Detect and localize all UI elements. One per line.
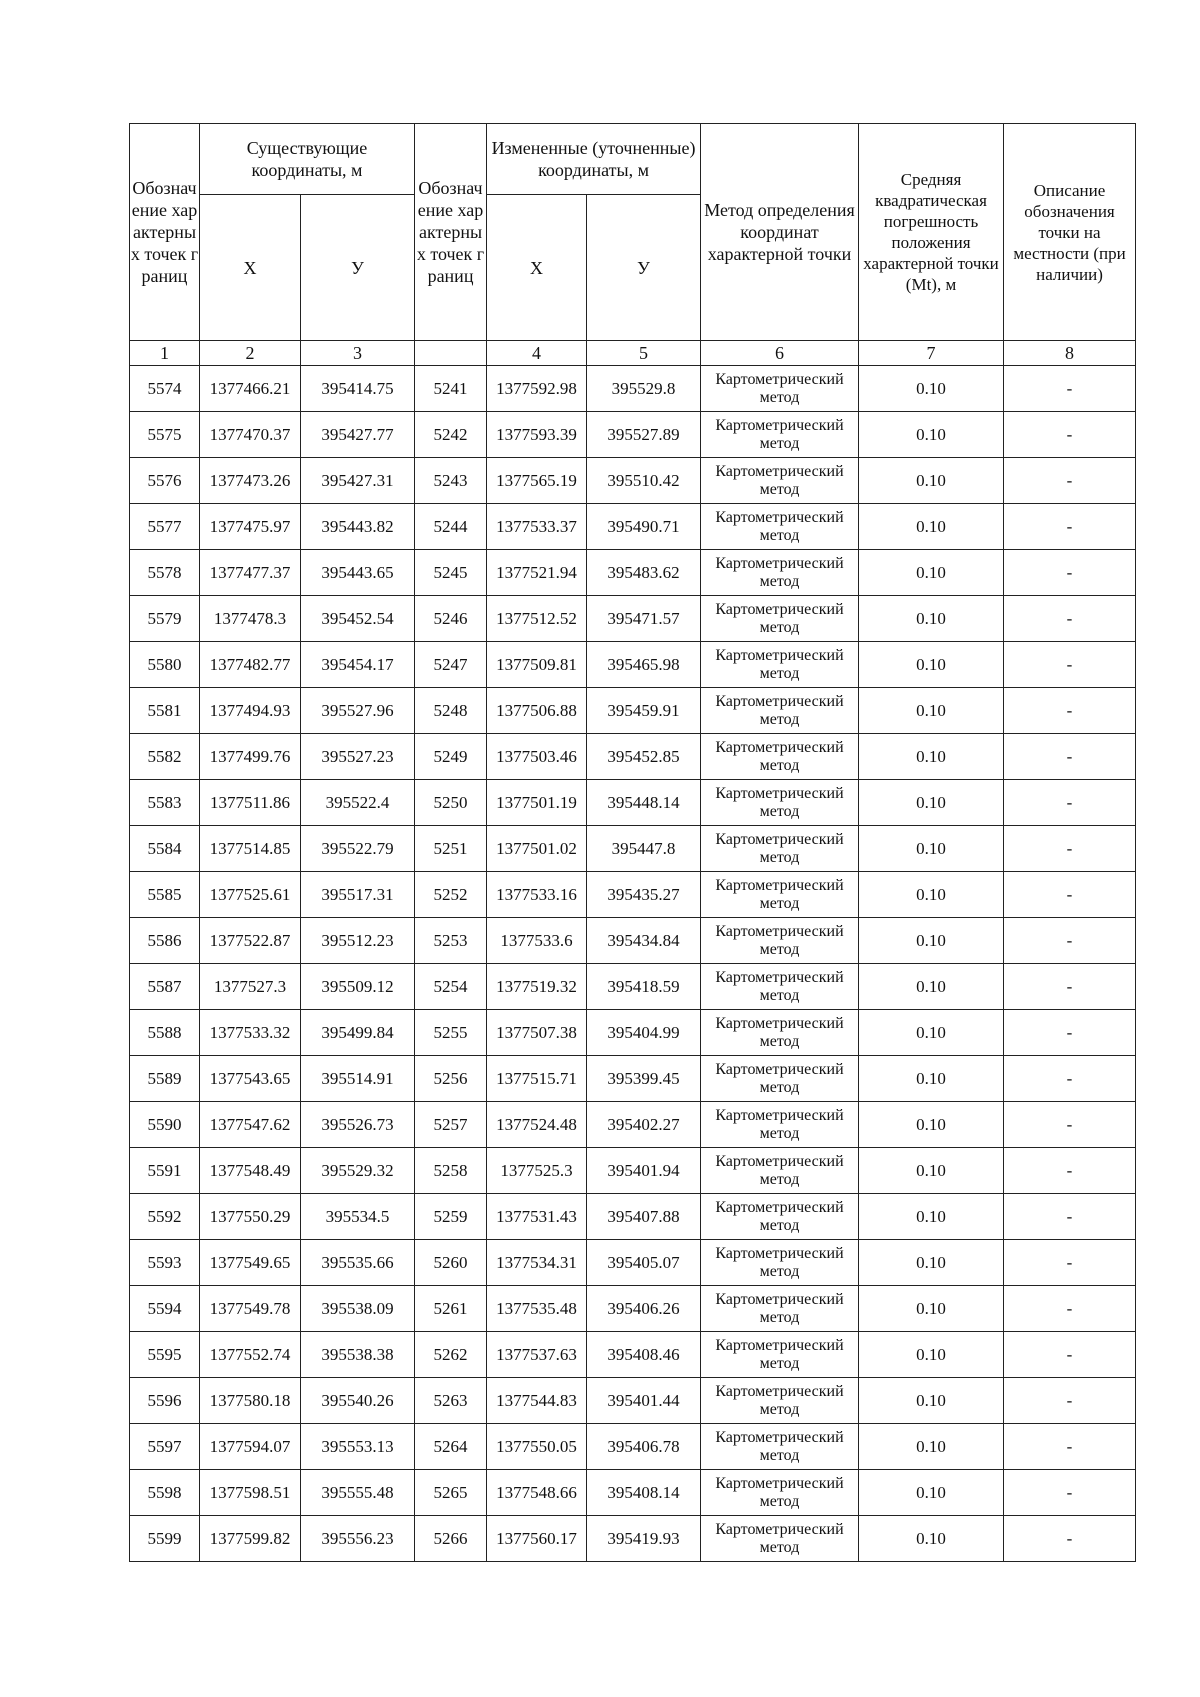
- existing-y-cell: 395499.84: [301, 1010, 415, 1056]
- changed-y-cell: 395408.46: [587, 1332, 701, 1378]
- description-cell: -: [1004, 872, 1136, 918]
- table-row: [130, 734, 1136, 780]
- changed-y-cell: 395465.98: [587, 642, 701, 688]
- existing-x-cell: 1377550.29: [200, 1194, 301, 1240]
- table-row: [130, 1516, 1136, 1562]
- description-cell: -: [1004, 1240, 1136, 1286]
- table-row: [130, 1194, 1136, 1240]
- table-row: [130, 1470, 1136, 1516]
- new-point-id-cell: 5242: [415, 412, 487, 458]
- method-cell: Картометрический метод: [701, 1102, 859, 1148]
- description-cell: -: [1004, 412, 1136, 458]
- existing-x-cell: 1377527.3: [200, 964, 301, 1010]
- changed-x-cell: 1377507.38: [487, 1010, 587, 1056]
- point-id-cell: 5577: [130, 504, 200, 550]
- changed-x-cell: 1377534.31: [487, 1240, 587, 1286]
- point-id-cell: 5582: [130, 734, 200, 780]
- existing-x-cell: 1377547.62: [200, 1102, 301, 1148]
- existing-x-cell: 1377549.78: [200, 1286, 301, 1332]
- changed-x-cell: 1377531.43: [487, 1194, 587, 1240]
- changed-y-cell: 395406.26: [587, 1286, 701, 1332]
- description-cell: -: [1004, 826, 1136, 872]
- description-cell: -: [1004, 1010, 1136, 1056]
- existing-y-cell: 395512.23: [301, 918, 415, 964]
- column-number-cell: 5: [587, 341, 701, 366]
- mean-error-cell: 0.10: [859, 918, 1004, 964]
- existing-x-cell: 1377499.76: [200, 734, 301, 780]
- point-id-cell: 5599: [130, 1516, 200, 1562]
- mean-error-cell: 0.10: [859, 734, 1004, 780]
- existing-x-cell: 1377525.61: [200, 872, 301, 918]
- mean-error-cell: 0.10: [859, 1424, 1004, 1470]
- new-point-id-cell: 5257: [415, 1102, 487, 1148]
- new-point-id-cell: 5245: [415, 550, 487, 596]
- changed-x-cell: 1377537.63: [487, 1332, 587, 1378]
- mean-error-cell: 0.10: [859, 964, 1004, 1010]
- changed-y-cell: 395490.71: [587, 504, 701, 550]
- header-method: Метод определения координат характерной точки: [701, 124, 859, 341]
- description-cell: -: [1004, 688, 1136, 734]
- changed-x-cell: 1377592.98: [487, 366, 587, 412]
- existing-x-cell: 1377473.26: [200, 458, 301, 504]
- table-row: [130, 1010, 1136, 1056]
- changed-y-cell: 395434.84: [587, 918, 701, 964]
- method-cell: Картометрический метод: [701, 412, 859, 458]
- existing-x-cell: 1377533.32: [200, 1010, 301, 1056]
- mean-error-cell: 0.10: [859, 1148, 1004, 1194]
- changed-x-cell: 1377519.32: [487, 964, 587, 1010]
- point-id-cell: 5587: [130, 964, 200, 1010]
- changed-y-cell: 395459.91: [587, 688, 701, 734]
- mean-error-cell: 0.10: [859, 1470, 1004, 1516]
- column-number-cell: 7: [859, 341, 1004, 366]
- point-id-cell: 5598: [130, 1470, 200, 1516]
- changed-y-cell: 395399.45: [587, 1056, 701, 1102]
- header-existing-coordinates: Существующие координаты, м: [200, 124, 415, 195]
- method-cell: Картометрический метод: [701, 826, 859, 872]
- mean-error-cell: 0.10: [859, 688, 1004, 734]
- method-cell: Картометрический метод: [701, 1516, 859, 1562]
- changed-y-cell: 395406.78: [587, 1424, 701, 1470]
- changed-x-cell: 1377525.3: [487, 1148, 587, 1194]
- table-body: [130, 366, 1136, 1562]
- point-id-cell: 5583: [130, 780, 200, 826]
- description-cell: -: [1004, 1102, 1136, 1148]
- existing-y-cell: 395527.96: [301, 688, 415, 734]
- existing-y-cell: 395522.4: [301, 780, 415, 826]
- table-row: [130, 412, 1136, 458]
- existing-x-cell: 1377594.07: [200, 1424, 301, 1470]
- changed-x-cell: 1377533.6: [487, 918, 587, 964]
- point-id-cell: 5590: [130, 1102, 200, 1148]
- point-id-cell: 5596: [130, 1378, 200, 1424]
- changed-x-cell: 1377565.19: [487, 458, 587, 504]
- mean-error-cell: 0.10: [859, 596, 1004, 642]
- existing-y-cell: 395535.66: [301, 1240, 415, 1286]
- mean-error-cell: 0.10: [859, 780, 1004, 826]
- changed-x-cell: 1377560.17: [487, 1516, 587, 1562]
- table-row: [130, 1332, 1136, 1378]
- method-cell: Картометрический метод: [701, 1332, 859, 1378]
- description-cell: -: [1004, 1424, 1136, 1470]
- changed-y-cell: 395448.14: [587, 780, 701, 826]
- table-row: [130, 1056, 1136, 1102]
- new-point-id-cell: 5262: [415, 1332, 487, 1378]
- existing-y-cell: 395555.48: [301, 1470, 415, 1516]
- table-row: [130, 918, 1136, 964]
- existing-x-cell: 1377475.97: [200, 504, 301, 550]
- changed-y-cell: 395447.8: [587, 826, 701, 872]
- changed-y-cell: 395408.14: [587, 1470, 701, 1516]
- changed-x-cell: 1377548.66: [487, 1470, 587, 1516]
- changed-y-cell: 395404.99: [587, 1010, 701, 1056]
- header-existing-x: Х: [200, 195, 301, 341]
- method-cell: Картометрический метод: [701, 1194, 859, 1240]
- table-row: [130, 1286, 1136, 1332]
- header-changed-coordinates: Измененные (уточненные) координаты, м: [487, 124, 701, 195]
- description-cell: -: [1004, 1378, 1136, 1424]
- existing-y-cell: 395443.82: [301, 504, 415, 550]
- description-cell: -: [1004, 596, 1136, 642]
- column-number-cell: 1: [130, 341, 200, 366]
- mean-error-cell: 0.10: [859, 1240, 1004, 1286]
- mean-error-cell: 0.10: [859, 1194, 1004, 1240]
- table-row: [130, 1148, 1136, 1194]
- existing-x-cell: 1377543.65: [200, 1056, 301, 1102]
- point-id-cell: 5591: [130, 1148, 200, 1194]
- table-header: [130, 124, 1136, 366]
- mean-error-cell: 0.10: [859, 504, 1004, 550]
- column-number-cell: 2: [200, 341, 301, 366]
- mean-error-cell: 0.10: [859, 550, 1004, 596]
- changed-x-cell: 1377533.37: [487, 504, 587, 550]
- changed-x-cell: 1377506.88: [487, 688, 587, 734]
- changed-x-cell: 1377501.02: [487, 826, 587, 872]
- existing-x-cell: 1377514.85: [200, 826, 301, 872]
- existing-x-cell: 1377522.87: [200, 918, 301, 964]
- description-cell: -: [1004, 734, 1136, 780]
- existing-y-cell: 395454.17: [301, 642, 415, 688]
- description-cell: -: [1004, 458, 1136, 504]
- point-id-cell: 5594: [130, 1286, 200, 1332]
- mean-error-cell: 0.10: [859, 458, 1004, 504]
- method-cell: Картометрический метод: [701, 1378, 859, 1424]
- changed-x-cell: 1377593.39: [487, 412, 587, 458]
- existing-y-cell: 395526.73: [301, 1102, 415, 1148]
- new-point-id-cell: 5249: [415, 734, 487, 780]
- changed-y-cell: 395452.85: [587, 734, 701, 780]
- method-cell: Картометрический метод: [701, 1056, 859, 1102]
- method-cell: Картометрический метод: [701, 734, 859, 780]
- changed-x-cell: 1377503.46: [487, 734, 587, 780]
- new-point-id-cell: 5266: [415, 1516, 487, 1562]
- existing-x-cell: 1377477.37: [200, 550, 301, 596]
- table-row: [130, 780, 1136, 826]
- changed-y-cell: 395527.89: [587, 412, 701, 458]
- method-cell: Картометрический метод: [701, 1424, 859, 1470]
- table-row: [130, 596, 1136, 642]
- method-cell: Картометрический метод: [701, 504, 859, 550]
- existing-x-cell: 1377598.51: [200, 1470, 301, 1516]
- method-cell: Картометрический метод: [701, 366, 859, 412]
- description-cell: -: [1004, 1470, 1136, 1516]
- description-cell: -: [1004, 918, 1136, 964]
- existing-x-cell: 1377549.65: [200, 1240, 301, 1286]
- existing-x-cell: 1377494.93: [200, 688, 301, 734]
- mean-error-cell: 0.10: [859, 642, 1004, 688]
- changed-y-cell: 395401.94: [587, 1148, 701, 1194]
- new-point-id-cell: 5248: [415, 688, 487, 734]
- mean-error-cell: 0.10: [859, 1516, 1004, 1562]
- changed-y-cell: 395407.88: [587, 1194, 701, 1240]
- point-id-cell: 5589: [130, 1056, 200, 1102]
- new-point-id-cell: 5265: [415, 1470, 487, 1516]
- mean-error-cell: 0.10: [859, 366, 1004, 412]
- header-point-designation: Обозначение характерных точек границ: [130, 124, 200, 341]
- point-id-cell: 5579: [130, 596, 200, 642]
- header-description: Описание обозначения точки на местности (при наличии): [1004, 124, 1136, 341]
- method-cell: Картометрический метод: [701, 1240, 859, 1286]
- description-cell: -: [1004, 1056, 1136, 1102]
- mean-error-cell: 0.10: [859, 1378, 1004, 1424]
- table-row: [130, 1424, 1136, 1470]
- method-cell: Картометрический метод: [701, 1286, 859, 1332]
- point-id-cell: 5593: [130, 1240, 200, 1286]
- table-row: [130, 872, 1136, 918]
- point-id-cell: 5578: [130, 550, 200, 596]
- existing-x-cell: 1377548.49: [200, 1148, 301, 1194]
- description-cell: -: [1004, 1148, 1136, 1194]
- new-point-id-cell: 5243: [415, 458, 487, 504]
- method-cell: Картометрический метод: [701, 918, 859, 964]
- changed-y-cell: 395510.42: [587, 458, 701, 504]
- method-cell: Картометрический метод: [701, 872, 859, 918]
- coordinates-table: [129, 123, 1136, 1562]
- column-number-cell: 8: [1004, 341, 1136, 366]
- existing-y-cell: 395534.5: [301, 1194, 415, 1240]
- method-cell: Картометрический метод: [701, 550, 859, 596]
- new-point-id-cell: 5256: [415, 1056, 487, 1102]
- existing-y-cell: 395509.12: [301, 964, 415, 1010]
- new-point-id-cell: 5255: [415, 1010, 487, 1056]
- new-point-id-cell: 5246: [415, 596, 487, 642]
- point-id-cell: 5574: [130, 366, 200, 412]
- point-id-cell: 5581: [130, 688, 200, 734]
- method-cell: Картометрический метод: [701, 1010, 859, 1056]
- description-cell: -: [1004, 964, 1136, 1010]
- changed-y-cell: 395471.57: [587, 596, 701, 642]
- point-id-cell: 5592: [130, 1194, 200, 1240]
- changed-y-cell: 395529.8: [587, 366, 701, 412]
- header-changed-y: У: [587, 195, 701, 341]
- description-cell: -: [1004, 1194, 1136, 1240]
- existing-y-cell: 395414.75: [301, 366, 415, 412]
- table-row: [130, 1102, 1136, 1148]
- changed-x-cell: 1377515.71: [487, 1056, 587, 1102]
- description-cell: -: [1004, 366, 1136, 412]
- changed-y-cell: 395418.59: [587, 964, 701, 1010]
- point-id-cell: 5575: [130, 412, 200, 458]
- existing-y-cell: 395427.31: [301, 458, 415, 504]
- method-cell: Картометрический метод: [701, 964, 859, 1010]
- changed-y-cell: 395405.07: [587, 1240, 701, 1286]
- existing-x-cell: 1377552.74: [200, 1332, 301, 1378]
- changed-x-cell: 1377535.48: [487, 1286, 587, 1332]
- existing-x-cell: 1377511.86: [200, 780, 301, 826]
- existing-y-cell: 395538.09: [301, 1286, 415, 1332]
- existing-x-cell: 1377478.3: [200, 596, 301, 642]
- table-row: [130, 1240, 1136, 1286]
- description-cell: -: [1004, 504, 1136, 550]
- table-row: [130, 642, 1136, 688]
- existing-y-cell: 395522.79: [301, 826, 415, 872]
- changed-x-cell: 1377501.19: [487, 780, 587, 826]
- new-point-id-cell: 5241: [415, 366, 487, 412]
- description-cell: -: [1004, 1516, 1136, 1562]
- changed-x-cell: 1377512.52: [487, 596, 587, 642]
- changed-y-cell: 395483.62: [587, 550, 701, 596]
- existing-y-cell: 395556.23: [301, 1516, 415, 1562]
- table-row: [130, 458, 1136, 504]
- existing-x-cell: 1377466.21: [200, 366, 301, 412]
- new-point-id-cell: 5258: [415, 1148, 487, 1194]
- new-point-id-cell: 5263: [415, 1378, 487, 1424]
- description-cell: -: [1004, 1286, 1136, 1332]
- mean-error-cell: 0.10: [859, 826, 1004, 872]
- table-row: [130, 964, 1136, 1010]
- new-point-id-cell: 5250: [415, 780, 487, 826]
- table-row: [130, 366, 1136, 412]
- existing-y-cell: 395527.23: [301, 734, 415, 780]
- existing-y-cell: 395553.13: [301, 1424, 415, 1470]
- existing-y-cell: 395443.65: [301, 550, 415, 596]
- header-point-designation-2: Обозначение характерных точек границ: [415, 124, 487, 341]
- existing-x-cell: 1377470.37: [200, 412, 301, 458]
- existing-y-cell: 395540.26: [301, 1378, 415, 1424]
- description-cell: -: [1004, 550, 1136, 596]
- changed-x-cell: 1377509.81: [487, 642, 587, 688]
- mean-error-cell: 0.10: [859, 1332, 1004, 1378]
- point-id-cell: 5597: [130, 1424, 200, 1470]
- new-point-id-cell: 5247: [415, 642, 487, 688]
- mean-error-cell: 0.10: [859, 872, 1004, 918]
- column-number-cell: 4: [487, 341, 587, 366]
- mean-error-cell: 0.10: [859, 1102, 1004, 1148]
- column-number-cell: 6: [701, 341, 859, 366]
- method-cell: Картометрический метод: [701, 458, 859, 504]
- header-mean-error: Средняя квадратическая погрешность положения характерной точки (Мt), м: [859, 124, 1004, 341]
- description-cell: -: [1004, 1332, 1136, 1378]
- point-id-cell: 5588: [130, 1010, 200, 1056]
- existing-x-cell: 1377580.18: [200, 1378, 301, 1424]
- new-point-id-cell: 5244: [415, 504, 487, 550]
- point-id-cell: 5595: [130, 1332, 200, 1378]
- table-row: [130, 688, 1136, 734]
- point-id-cell: 5584: [130, 826, 200, 872]
- method-cell: Картометрический метод: [701, 688, 859, 734]
- changed-x-cell: 1377524.48: [487, 1102, 587, 1148]
- method-cell: Картометрический метод: [701, 642, 859, 688]
- mean-error-cell: 0.10: [859, 1056, 1004, 1102]
- description-cell: -: [1004, 642, 1136, 688]
- existing-y-cell: 395452.54: [301, 596, 415, 642]
- changed-x-cell: 1377533.16: [487, 872, 587, 918]
- mean-error-cell: 0.10: [859, 1286, 1004, 1332]
- table-row: [130, 504, 1136, 550]
- method-cell: Картометрический метод: [701, 780, 859, 826]
- new-point-id-cell: 5264: [415, 1424, 487, 1470]
- changed-x-cell: 1377550.05: [487, 1424, 587, 1470]
- new-point-id-cell: 5251: [415, 826, 487, 872]
- changed-y-cell: 395402.27: [587, 1102, 701, 1148]
- point-id-cell: 5585: [130, 872, 200, 918]
- description-cell: -: [1004, 780, 1136, 826]
- new-point-id-cell: 5254: [415, 964, 487, 1010]
- new-point-id-cell: 5259: [415, 1194, 487, 1240]
- new-point-id-cell: 5252: [415, 872, 487, 918]
- new-point-id-cell: 5253: [415, 918, 487, 964]
- existing-x-cell: 1377599.82: [200, 1516, 301, 1562]
- changed-y-cell: 395419.93: [587, 1516, 701, 1562]
- column-number-cell: [415, 341, 487, 366]
- existing-y-cell: 395427.77: [301, 412, 415, 458]
- column-number-row: [130, 341, 1136, 366]
- method-cell: Картометрический метод: [701, 1470, 859, 1516]
- point-id-cell: 5586: [130, 918, 200, 964]
- existing-y-cell: 395517.31: [301, 872, 415, 918]
- new-point-id-cell: 5261: [415, 1286, 487, 1332]
- column-number-cell: 3: [301, 341, 415, 366]
- new-point-id-cell: 5260: [415, 1240, 487, 1286]
- table-row: [130, 826, 1136, 872]
- header-existing-y: У: [301, 195, 415, 341]
- existing-y-cell: 395538.38: [301, 1332, 415, 1378]
- method-cell: Картометрический метод: [701, 596, 859, 642]
- changed-x-cell: 1377521.94: [487, 550, 587, 596]
- table-row: [130, 1378, 1136, 1424]
- existing-x-cell: 1377482.77: [200, 642, 301, 688]
- changed-x-cell: 1377544.83: [487, 1378, 587, 1424]
- header-changed-x: Х: [487, 195, 587, 341]
- point-id-cell: 5580: [130, 642, 200, 688]
- existing-y-cell: 395529.32: [301, 1148, 415, 1194]
- existing-y-cell: 395514.91: [301, 1056, 415, 1102]
- point-id-cell: 5576: [130, 458, 200, 504]
- mean-error-cell: 0.10: [859, 1010, 1004, 1056]
- changed-y-cell: 395435.27: [587, 872, 701, 918]
- table-row: [130, 550, 1136, 596]
- method-cell: Картометрический метод: [701, 1148, 859, 1194]
- changed-y-cell: 395401.44: [587, 1378, 701, 1424]
- mean-error-cell: 0.10: [859, 412, 1004, 458]
